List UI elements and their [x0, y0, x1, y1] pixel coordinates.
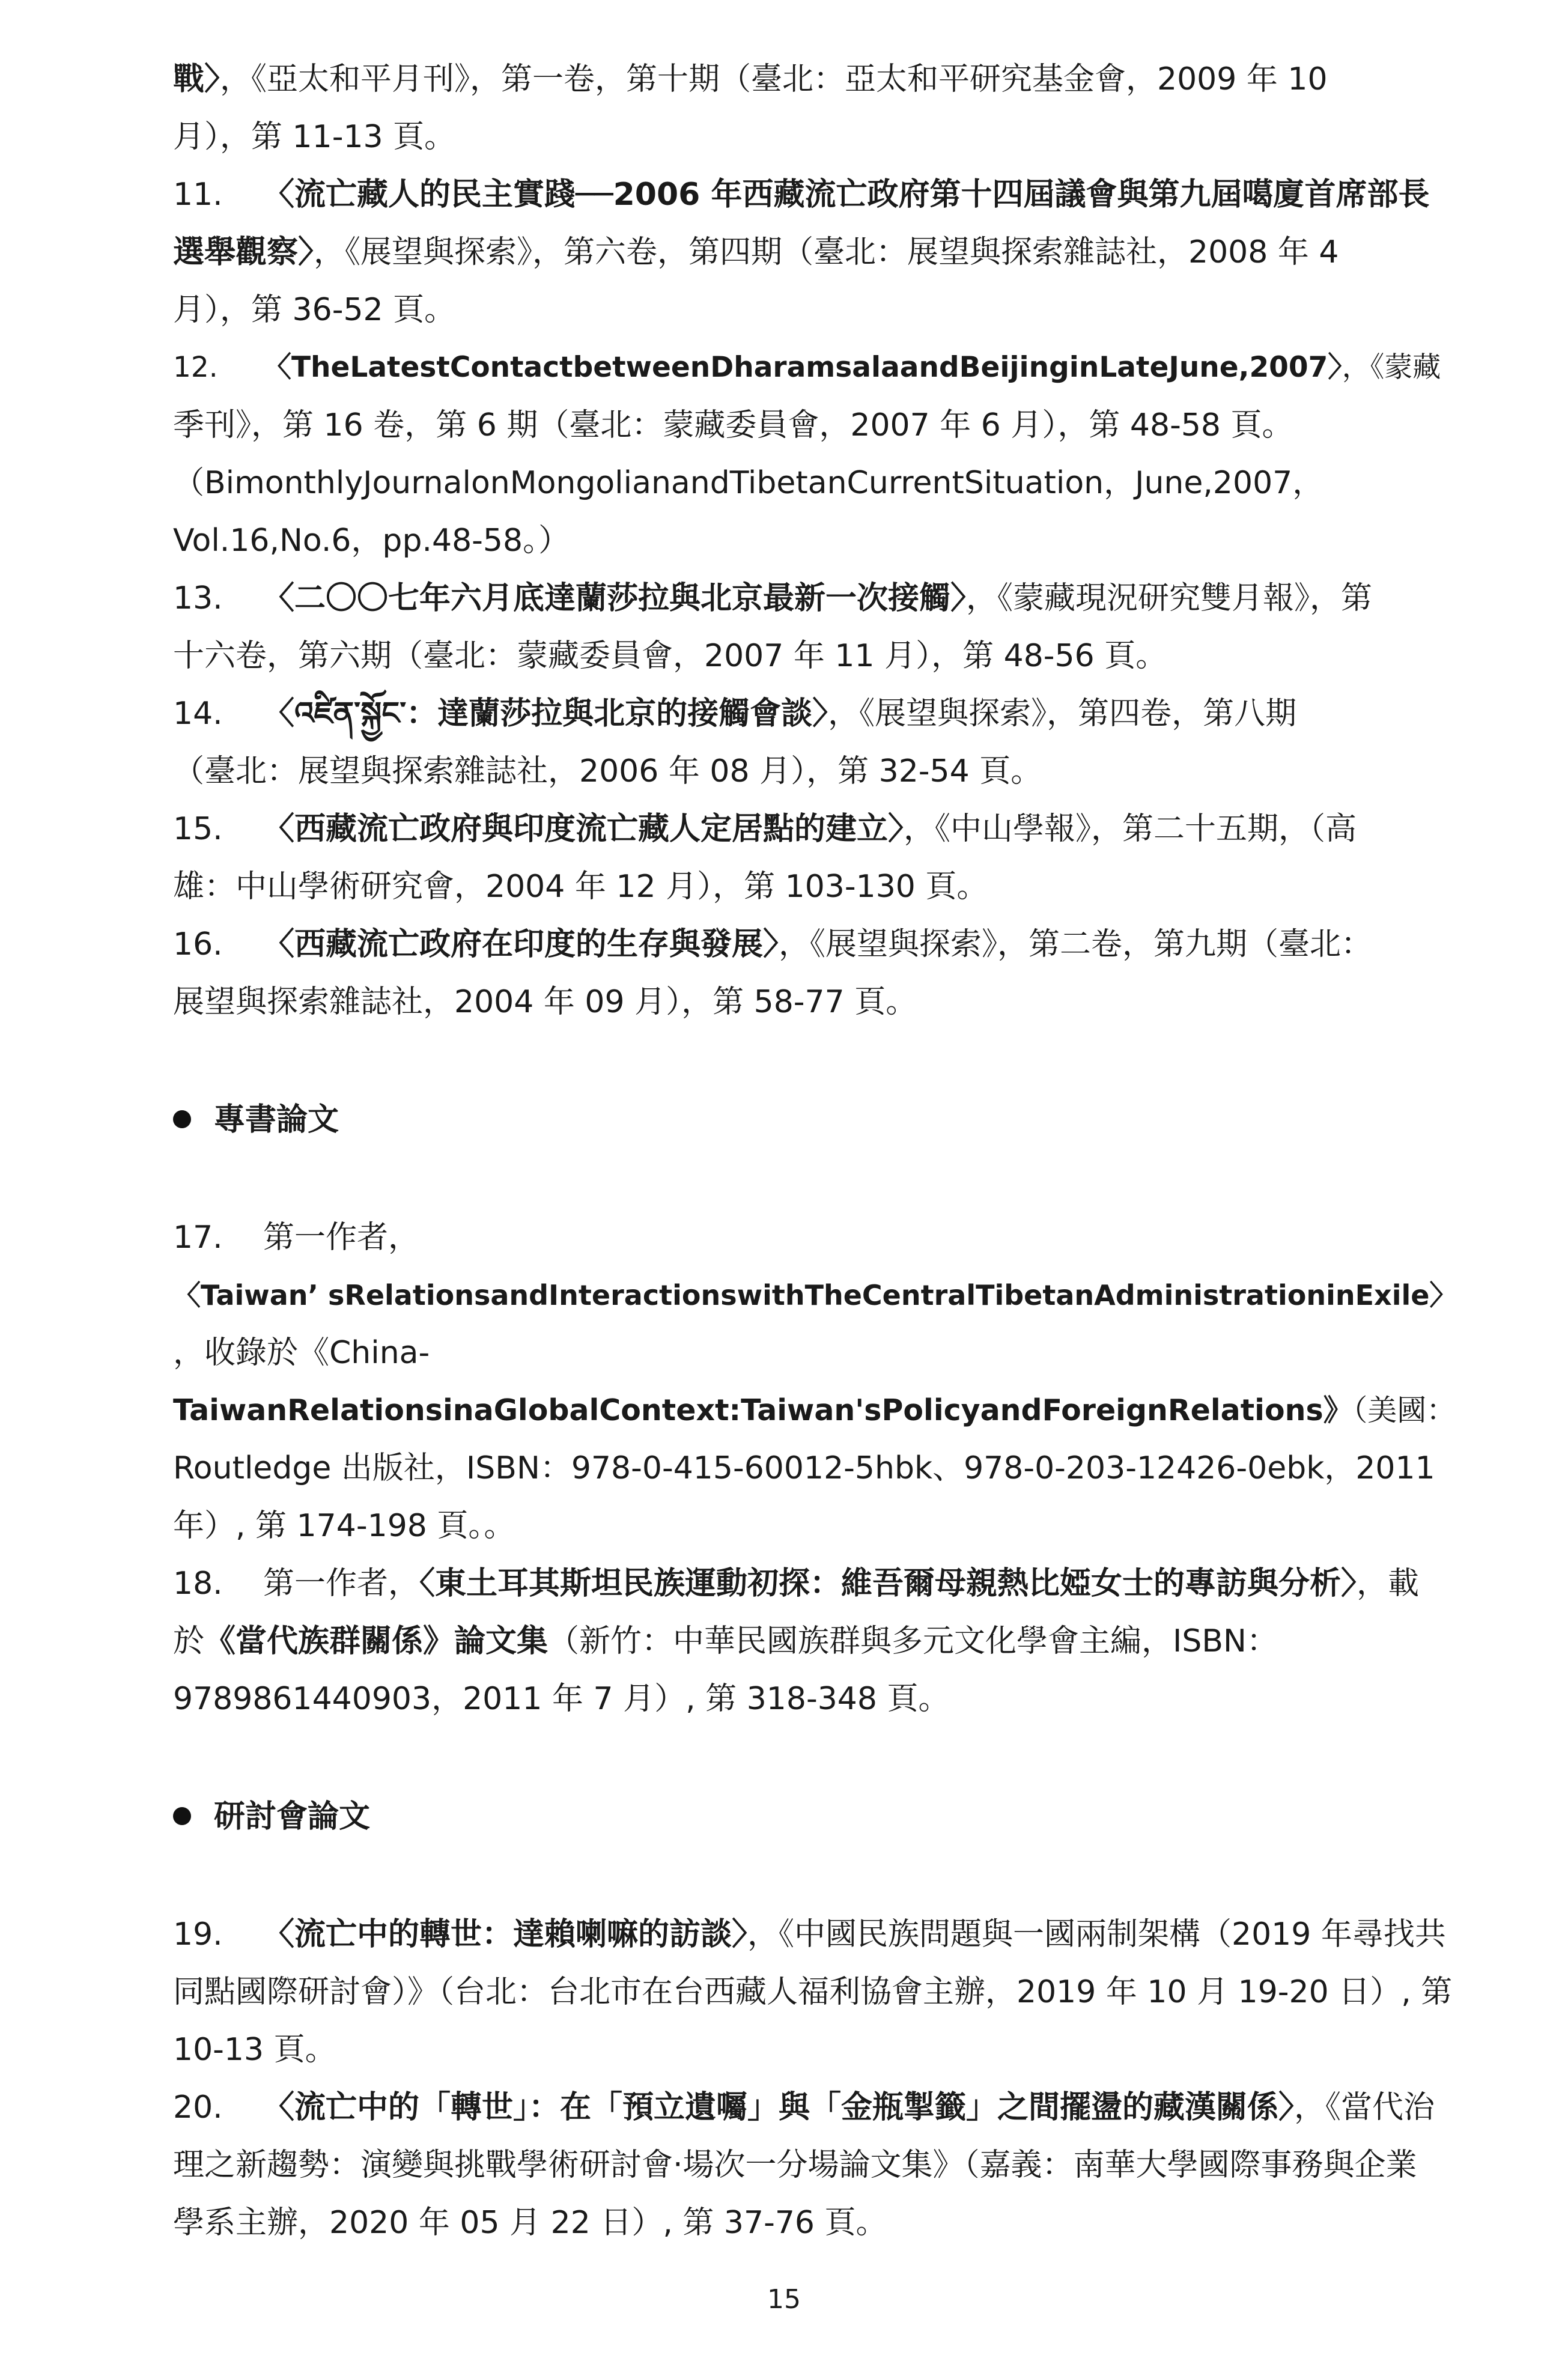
entry-line: 9789861440903，2011 年 7 月）, 第 318-348 頁。	[173, 1681, 950, 1717]
entry-line: 十六卷，第六期（臺北：蒙藏委員會，2007 年 11 月），第 48-56 頁。	[173, 638, 1167, 674]
entry-line: （BimonthlyJournalonMongolianandTibetanCurrentSituation，June,2007，	[173, 465, 1324, 501]
entry-line: 選舉觀察〉，《展望與探索》，第六卷，第四期（臺北：展望與探索雜誌社，2008 年 4	[173, 234, 1339, 270]
entry-15: 15. 〈西藏流亡政府與印度流亡藏人定居點的建立〉，《中山學報》，第二十五期，（高	[173, 811, 1357, 847]
entry-line: Routledge 出版社，ISBN：978-0-415-60012-5hbk、978-0-203-12426-0ebk，2011	[173, 1450, 1435, 1486]
entry-line: （臺北：展望與探索雜誌社，2006 年 08 月），第 32-54 頁。	[173, 753, 1042, 789]
entry-line: TaiwanRelationsinaGlobalContext:Taiwan'sPolicyandForeignRelations》（美國：	[173, 1393, 1456, 1427]
entry-line: 月），第 36-52 頁。	[173, 292, 456, 328]
entry-20: 20. 〈流亡中的「轉世」：在「預立遺囑」與「金瓶掣籤」之間擺盪的藏漢關係〉，《當代治	[173, 2089, 1435, 2126]
entry-line: 雄：中山學術研究會，2004 年 12 月），第 103-130 頁。	[173, 869, 988, 905]
entry-line: 月），第 11-13 頁。	[173, 119, 456, 155]
entry-line: Vol.16,No.6，pp.48-58。）	[173, 523, 570, 559]
entry-14: 14. 〈འཛིན་སྐྱོང་：達蘭莎拉與北京的接觸會談〉，《展望與探索》，第四卷，第八期	[173, 696, 1297, 732]
entry-line: 同點國際研討會）》（台北：台北市在台西藏人福利協會主辦，2019 年 10 月 19-20 日）, 第	[173, 1974, 1453, 2010]
entry-16: 16. 〈西藏流亡政府在印度的生存與發展〉，《展望與探索》，第二卷，第九期（臺北：	[173, 926, 1373, 962]
entry-line: ，收錄於《China-	[173, 1335, 430, 1371]
page-number: 15	[767, 2284, 801, 2315]
entry-18: 18. 第一作者，〈東土耳其斯坦民族運動初探：維吾爾母親熱比婭女士的專訪與分析〉，載	[173, 1566, 1420, 1602]
entry-19: 19. 〈流亡中的轉世：達賴喇嘛的訪談〉，《中國民族問題與一國兩制架構（2019 年尋找共	[173, 1916, 1446, 1952]
entry-line: 年）, 第 174-198 頁。。	[173, 1508, 515, 1544]
bullet-icon	[173, 1110, 191, 1128]
entry-line: 於《當代族群關係》論文集（新竹：中華民國族群與多元文化學會主編，ISBN：	[173, 1623, 1278, 1659]
entry-11: 11. 〈流亡藏人的民主實踐──2006 年西藏流亡政府第十四屆議會與第九屆噶廈首席部長	[173, 177, 1430, 213]
section-heading-books: 專書論文	[173, 1101, 339, 1139]
entry-line: 展望與探索雜誌社，2004 年 09 月），第 58-77 頁。	[173, 984, 917, 1020]
entry-13: 13. 〈二〇〇七年六月底達蘭莎拉與北京最新一次接觸〉，《蒙藏現況研究雙月報》，第	[173, 580, 1373, 616]
bullet-icon	[173, 1807, 191, 1825]
entry-line: 學系主辦，2020 年 05 月 22 日）, 第 37-76 頁。	[173, 2205, 887, 2241]
entry-line: 季刊》，第 16 卷，第 6 期（臺北：蒙藏委員會，2007 年 6 月），第 48-58 頁。	[173, 407, 1293, 443]
entry-line: 戰〉，《亞太和平月刊》，第一卷，第十期（臺北：亞太和平研究基金會，2009 年 10	[173, 61, 1328, 97]
entry-line: 〈Taiwan’ sRelationsandInteractionswithTheCentralTibetanAdministrationinExile〉	[173, 1279, 1457, 1311]
entry-line: 10-13 頁。	[173, 2032, 336, 2068]
entry-12: 12. 〈TheLatestContactbetweenDharamsalaandBeijinginLateJune,2007〉，《蒙藏	[173, 351, 1441, 384]
entry-line: 理之新趨勢：演變與挑戰學術研討會‧場次一分場論文集》（嘉義：南華大學國際事務與企業	[173, 2147, 1417, 2183]
section-heading-conference: 研討會論文	[173, 1797, 370, 1836]
entry-17: 17. 第一作者，	[173, 1220, 420, 1256]
